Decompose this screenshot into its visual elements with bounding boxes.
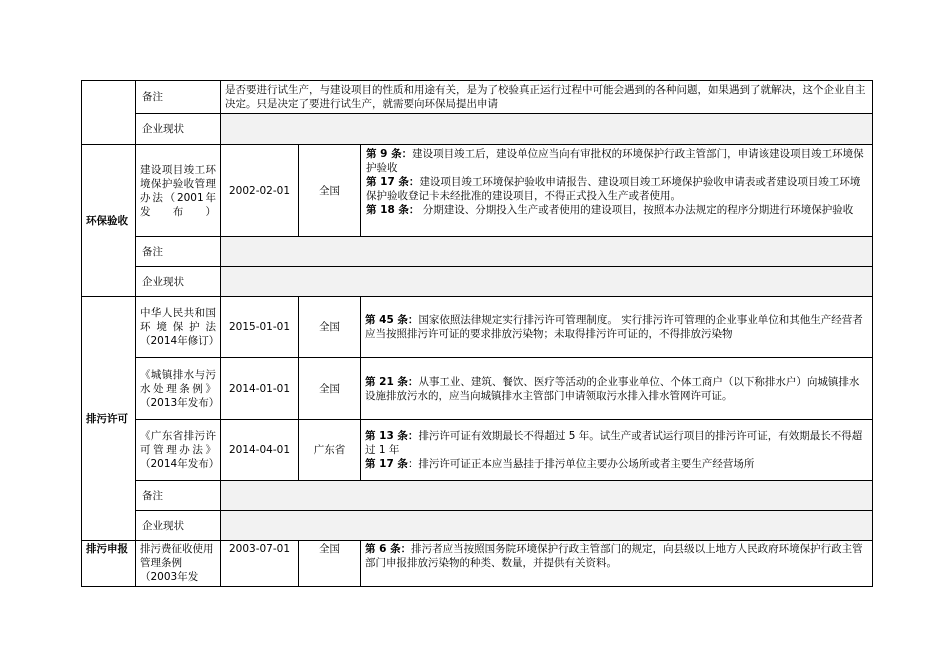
article: 第 6 条：排污者应当按照国务院环境保护行政主管部门的规定，向县级以上地方人民政府环境保护行政主管部门申报排放污染物的种类、数量，并提供有关资料。 xyxy=(365,543,863,569)
effective-date: 2014-01-01 xyxy=(221,358,299,420)
table-row xyxy=(82,145,873,237)
article-text xyxy=(361,297,873,358)
remark-label: 备注 xyxy=(136,237,221,267)
table-row xyxy=(82,114,873,145)
remark-value xyxy=(221,237,873,267)
law-name: 建设项目竣工环境保护验收管理办法（2001年发布） xyxy=(136,145,221,237)
table-row xyxy=(82,267,873,297)
effective-date: 2003-07-01 xyxy=(221,541,299,587)
status-value xyxy=(221,511,873,541)
status-label: 企业现状 xyxy=(136,267,221,297)
status-label: 企业现状 xyxy=(136,511,221,541)
region: 全国 xyxy=(299,541,361,587)
status-label: 企业现状 xyxy=(136,114,221,145)
region: 全国 xyxy=(299,358,361,420)
category-label: 排污申报 xyxy=(82,541,136,587)
article: 第 17 条：排污许可证正本应当悬挂于排污单位主要办公场所或者主要生产经营场所 xyxy=(365,458,755,470)
article: 第 17 条：建设项目竣工环境保护验收申请报告、建设项目竣工环境保护验收申请表或者建设项目竣工环境保护验收登记卡未经批准的建设项目，不得正式投入生产或者使用。 xyxy=(366,176,861,202)
region: 广东省 xyxy=(299,420,361,481)
table-row xyxy=(82,481,873,511)
article: 第 9 条：建设项目竣工后，建设单位应当向有审批权的环境保护行政主管部门，申请该建设项目竣工环境保护验收 xyxy=(366,148,864,174)
table-row xyxy=(82,297,873,358)
effective-date: 2014-04-01 xyxy=(221,420,299,481)
table-row xyxy=(82,358,873,420)
law-name: 中华人民共和国环境保护法（2014年修订） xyxy=(136,297,221,358)
article: 第 13 条：排污许可证有效期最长不得超过 5 年。试生产或者试运行项目的排污许可证，有效期最长不得超过 1 年 xyxy=(365,430,863,456)
article: 第 45 条：国家依照法律规定实行排污许可管理制度。 实行排污许可管理的企业事业单位和其他生产经营者应当按照排污许可证的要求排放污染物；未取得排污许可证的，不得排放污染物 xyxy=(365,314,863,340)
category-label: 排污许可 xyxy=(82,297,136,541)
article-text xyxy=(361,145,873,237)
table-row xyxy=(82,237,873,267)
law-name: 排污费征收使用管理条例（2003年发 xyxy=(136,541,221,587)
remark-label: 备注 xyxy=(136,481,221,511)
remark-label: 备注 xyxy=(136,81,221,114)
regulation-table xyxy=(81,80,873,587)
table-row xyxy=(82,81,873,114)
region: 全国 xyxy=(299,297,361,358)
status-value xyxy=(221,267,873,297)
effective-date: 2002-02-01 xyxy=(221,145,299,237)
status-value xyxy=(221,114,873,145)
article: 第 21 条：从事工业、建筑、餐饮、医疗等活动的企业事业单位、个体工商户（以下称排水户）向城镇排水设施排放污水的，应当向城镇排水主管部门申请领取污水排入排水管网许可证。 xyxy=(365,375,860,402)
category-label: 环保验收 xyxy=(82,145,136,297)
law-name: 《广东省排污许可管理办法》（2014年发布） xyxy=(136,420,221,481)
effective-date: 2015-01-01 xyxy=(221,297,299,358)
region: 全国 xyxy=(299,145,361,237)
law-name: 《城镇排水与污水处理条例》（2013年发布） xyxy=(136,358,221,420)
article: 第 18 条： 分期建设、分期投入生产或者使用的建设项目，按照本办法规定的程序分期进行环境保护验收 xyxy=(366,204,854,216)
table-row xyxy=(82,420,873,481)
remark-value xyxy=(221,481,873,511)
category-cell-empty xyxy=(82,81,136,145)
table-row xyxy=(82,511,873,541)
article-text xyxy=(361,358,873,420)
article-text xyxy=(361,420,873,481)
article-text xyxy=(361,541,873,587)
remark-text: 是否要进行试生产，与建设项目的性质和用途有关，是为了校验真正运行过程中可能会遇到的各种问题，如果遇到了就解决，这个企业自主决定。只是决定了要进行试生产，就需要向环保局提出申请 xyxy=(221,81,873,114)
table-row xyxy=(82,541,873,587)
